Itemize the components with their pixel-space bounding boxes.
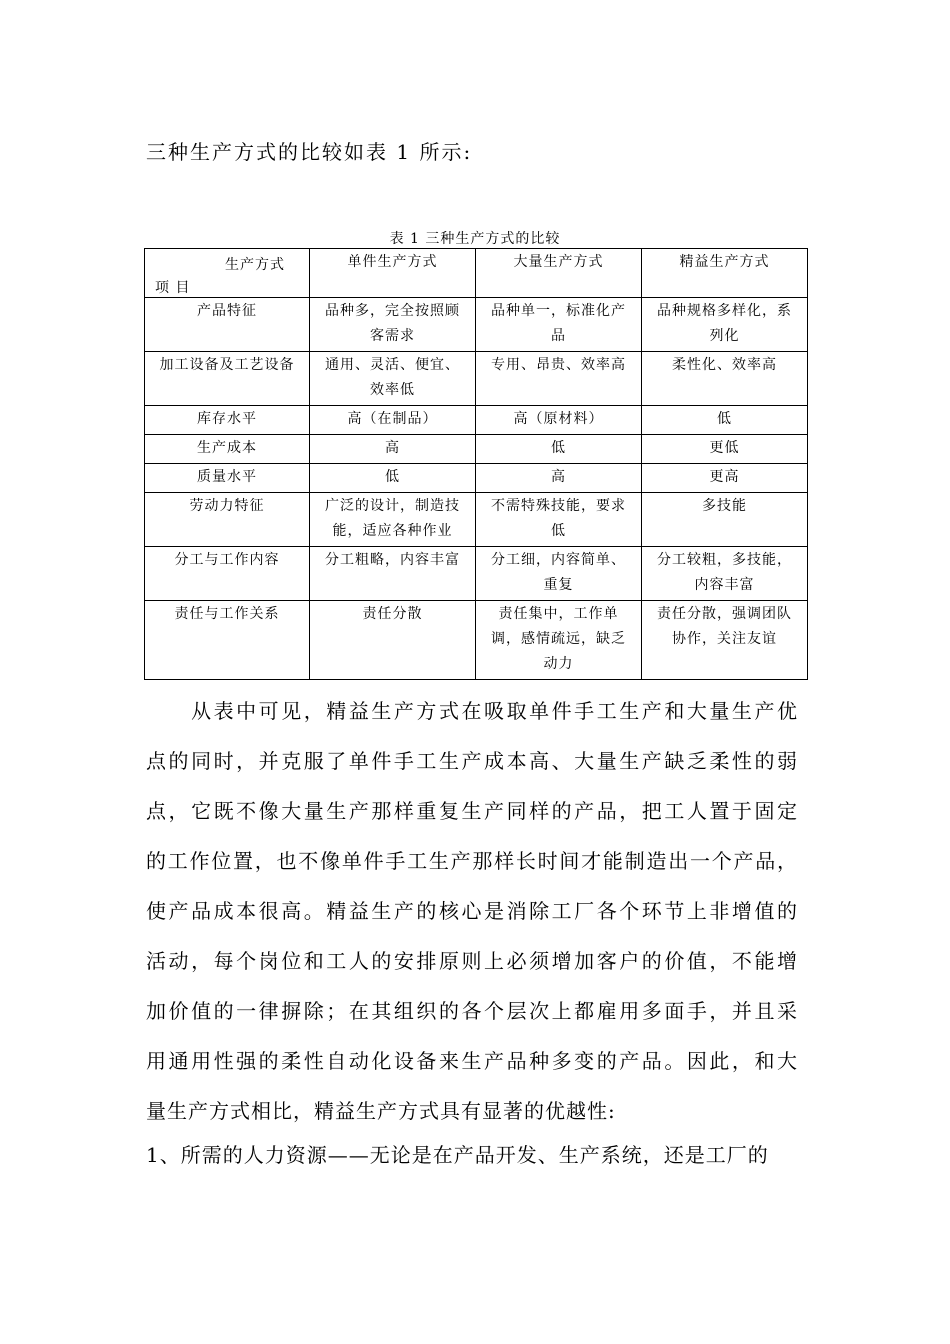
header-corner-cell bbox=[145, 249, 310, 298]
row-item: 质量水平 bbox=[145, 464, 310, 493]
row-item: 库存水平 bbox=[145, 406, 310, 435]
cell-single: 高（在制品） bbox=[310, 406, 476, 435]
cell-lean: 低 bbox=[642, 406, 808, 435]
body-paragraph bbox=[146, 686, 798, 1136]
paragraph-line: 点，它既不像大量生产那样重复生产同样的产品，把工人置于固定 bbox=[146, 799, 798, 823]
cell-mass: 责任集中，工作单调，感情疏远，缺乏动力 bbox=[476, 601, 642, 680]
paragraph-line: 点的同时，并克服了单件手工生产成本高、大量生产缺乏柔性的弱 bbox=[146, 749, 798, 773]
table-row bbox=[145, 547, 808, 601]
table-row bbox=[145, 352, 808, 406]
header-col-mass: 大量生产方式 bbox=[476, 249, 642, 298]
header-col-single: 单件生产方式 bbox=[310, 249, 476, 298]
cell-single: 高 bbox=[310, 435, 476, 464]
cell-single: 分工粗略，内容丰富 bbox=[310, 547, 476, 601]
paragraph-line: 量生产方式相比，精益生产方式具有显著的优越性: bbox=[146, 1099, 616, 1123]
paragraph-line: 的工作位置，也不像单件手工生产那样长时间才能制造出一个产品， bbox=[146, 849, 798, 873]
cell-mass: 分工细，内容简单、重复 bbox=[476, 547, 642, 601]
cell-single: 品种多，完全按照顾客需求 bbox=[310, 298, 476, 352]
cell-lean: 柔性化、效率高 bbox=[642, 352, 808, 406]
cell-mass: 高（原材料） bbox=[476, 406, 642, 435]
paragraph-line: 活动，每个岗位和工人的安排原则上必须增加客户的价值，不能增 bbox=[146, 949, 798, 973]
row-item: 加工设备及工艺设备 bbox=[145, 352, 310, 406]
paragraph-line: 使产品成本很高。精益生产的核心是消除工厂各个环节上非增值的 bbox=[146, 899, 798, 923]
cell-lean: 更高 bbox=[642, 464, 808, 493]
row-item: 生产成本 bbox=[145, 435, 310, 464]
row-item: 劳动力特征 bbox=[145, 493, 310, 547]
intro-line: 三种生产方式的比较如表 1 所示: bbox=[146, 140, 473, 164]
header-corner-bottom: 项 目 bbox=[155, 280, 191, 296]
header-corner-top: 生产方式 bbox=[225, 257, 285, 273]
cell-lean: 责任分散，强调团队协作，关注友谊 bbox=[642, 601, 808, 680]
table-row bbox=[145, 493, 808, 547]
cell-lean: 品种规格多样化，系列化 bbox=[642, 298, 808, 352]
paragraph-line: 用通用性强的柔性自动化设备来生产品种多变的产品。因此，和大 bbox=[146, 1049, 798, 1073]
cell-mass: 不需特殊技能，要求低 bbox=[476, 493, 642, 547]
table-row bbox=[145, 464, 808, 493]
table-header-row bbox=[145, 249, 808, 298]
cell-mass: 低 bbox=[476, 435, 642, 464]
table-row bbox=[145, 406, 808, 435]
cell-single: 广泛的设计，制造技能，适应各种作业 bbox=[310, 493, 476, 547]
cell-mass: 品种单一，标准化产品 bbox=[476, 298, 642, 352]
cell-mass: 高 bbox=[476, 464, 642, 493]
cell-lean: 更低 bbox=[642, 435, 808, 464]
comparison-table bbox=[144, 248, 808, 680]
cell-lean: 分工较粗，多技能，内容丰富 bbox=[642, 547, 808, 601]
row-item: 产品特征 bbox=[145, 298, 310, 352]
paragraph-line: 从表中可见，精益生产方式在吸取单件手工生产和大量生产优 bbox=[146, 699, 798, 723]
cell-single: 通用、灵活、便宜、效率低 bbox=[310, 352, 476, 406]
row-item: 分工与工作内容 bbox=[145, 547, 310, 601]
cell-mass: 专用、昂贵、效率高 bbox=[476, 352, 642, 406]
cell-single: 责任分散 bbox=[310, 601, 476, 680]
cell-lean: 多技能 bbox=[642, 493, 808, 547]
row-item: 责任与工作关系 bbox=[145, 601, 310, 680]
table-caption: 表 1 三种生产方式的比较 bbox=[389, 231, 561, 247]
table-row bbox=[145, 435, 808, 464]
header-col-lean: 精益生产方式 bbox=[642, 249, 808, 298]
paragraph-line: 加价值的一律摒除；在其组织的各个层次上都雇用多面手，并且采 bbox=[146, 999, 798, 1023]
cell-single: 低 bbox=[310, 464, 476, 493]
table-row bbox=[145, 601, 808, 680]
table-row bbox=[145, 298, 808, 352]
list-item-1: 1、所需的人力资源——无论是在产品开发、生产系统，还是工厂的 bbox=[146, 1143, 769, 1167]
